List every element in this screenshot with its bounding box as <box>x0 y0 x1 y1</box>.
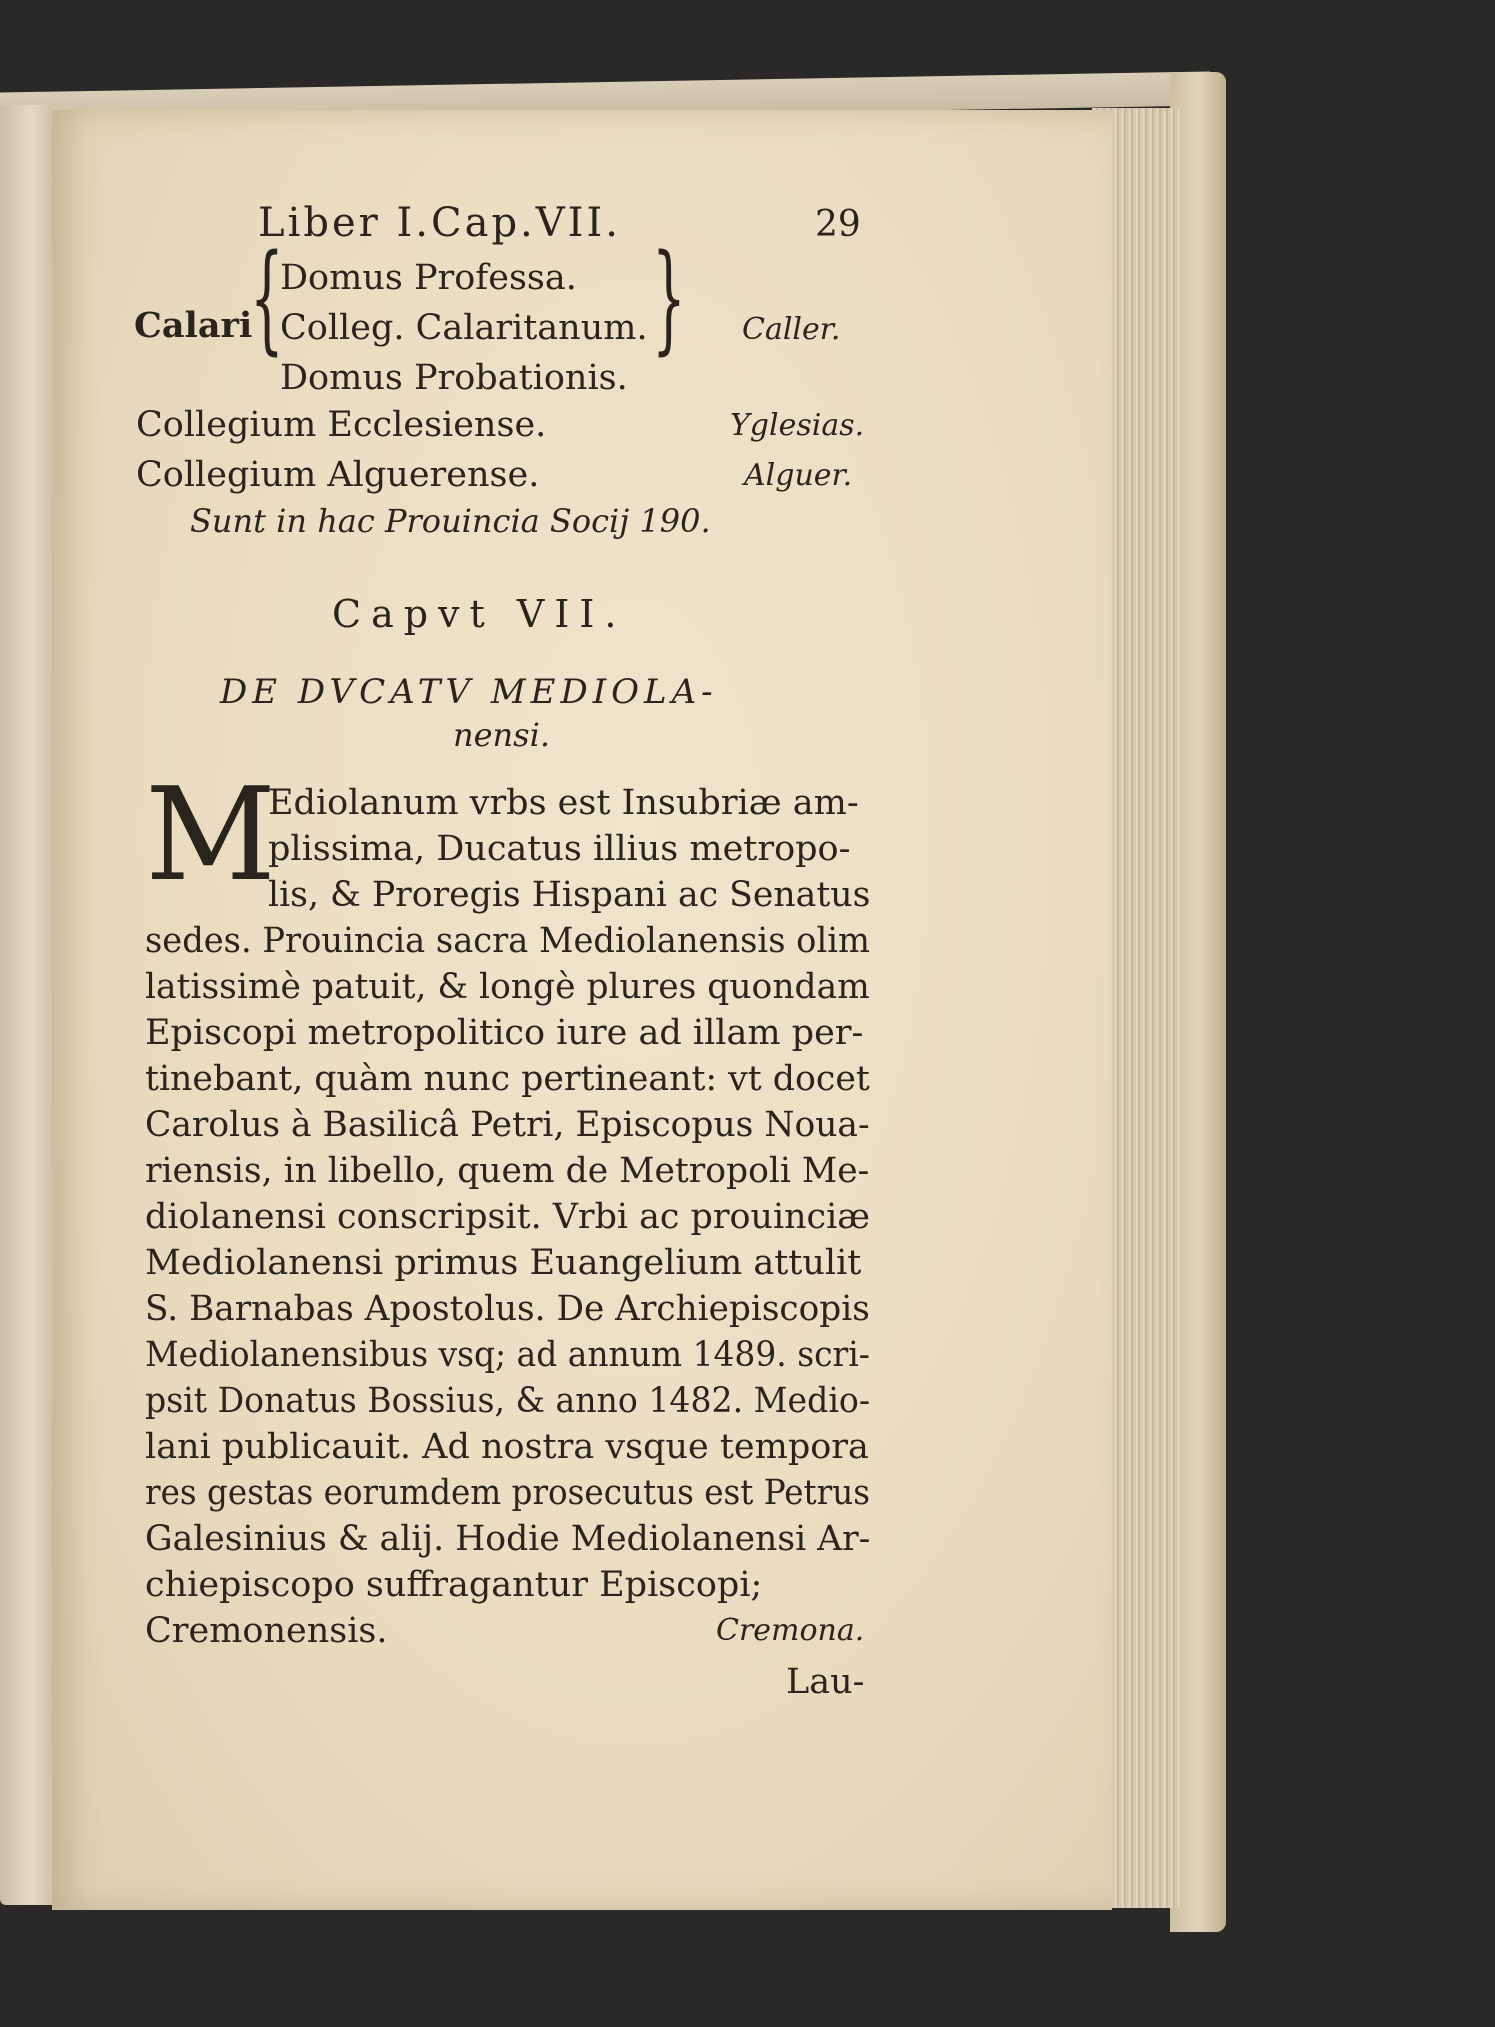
body-line-7: tinebant, quàm nunc pertineant: vt docet <box>145 1059 870 1099</box>
body-line-12: S. Barnabas Apostolus. De Archiepiscopis <box>145 1289 870 1329</box>
body-line-19: Cremonensis. <box>145 1611 388 1651</box>
body-line-11: Mediolanensi primus Euangelium attulit <box>145 1243 862 1283</box>
house-2: Colleg. Calaritanum. <box>280 308 648 348</box>
city-label: Calari <box>134 305 253 346</box>
chapter-heading: Capvt VII. <box>332 592 627 636</box>
body-line-10: diolanensi conscripsit. Vrbi ac prouinciæ <box>145 1197 870 1237</box>
total-members: Sunt in hac Prouincia Socij 190. <box>190 502 711 540</box>
body-line-14: psit Donatus Bossius, & anno 1482. Medio- <box>145 1381 871 1421</box>
facing-page-edge <box>0 105 52 1905</box>
body-line-9: riensis, in libello, quem de Metropoli Me- <box>145 1151 870 1191</box>
right-brace: } <box>652 228 686 366</box>
margin-note-alguer: Alguer. <box>744 458 853 493</box>
body-line-13: Mediolanensibus vsq; ad annum 1489. scri- <box>145 1335 870 1375</box>
catchword: Lau- <box>786 1662 865 1702</box>
college-alguerense: Collegium Alguerense. <box>136 455 540 495</box>
body-line-6: Episcopi metropolitico iure ad illam per- <box>145 1013 864 1053</box>
body-line-15: lani publicauit. Ad nostra vsque tempora <box>145 1427 869 1467</box>
margin-note-caller: Caller. <box>742 312 841 347</box>
chapter-title-line-2: nensi. <box>453 716 550 754</box>
body-line-18: chiepiscopo suffragantur Episcopi; <box>145 1565 763 1605</box>
body-line-8: Carolus à Basilicâ Petri, Episcopus Noua- <box>145 1105 870 1145</box>
margin-note-yglesias: Yglesias. <box>730 408 865 443</box>
body-line-5: latissimè patuit, & longè plures quondam <box>145 967 870 1007</box>
house-3: Domus Probationis. <box>280 358 628 398</box>
body-line-2: plissima, Ducatus illius metropo- <box>268 829 851 869</box>
left-brace: { <box>250 228 284 366</box>
college-ecclesiense: Collegium Ecclesiense. <box>136 405 547 445</box>
body-line-16: res gestas eorumdem prosecutus est Petrus <box>145 1473 870 1513</box>
house-1: Domus Professa. <box>280 258 577 298</box>
chapter-title-line-1: DE DVCATV MEDIOLA- <box>220 672 718 712</box>
body-line-3: lis, & Proregis Hispani ac Senatus <box>268 875 871 915</box>
margin-note-cremona: Cremona. <box>716 1613 865 1648</box>
body-line-4: sedes. Prouincia sacra Mediolanensis olim <box>145 921 870 961</box>
body-line-1: Ediolanum vrbs est Insubriæ am- <box>268 783 859 823</box>
running-head: Liber I.Cap.VII. <box>258 200 621 246</box>
body-line-17: Galesinius & alij. Hodie Mediolanensi Ar- <box>145 1519 871 1559</box>
drop-cap: M <box>145 761 277 910</box>
page-number: 29 <box>815 204 861 245</box>
